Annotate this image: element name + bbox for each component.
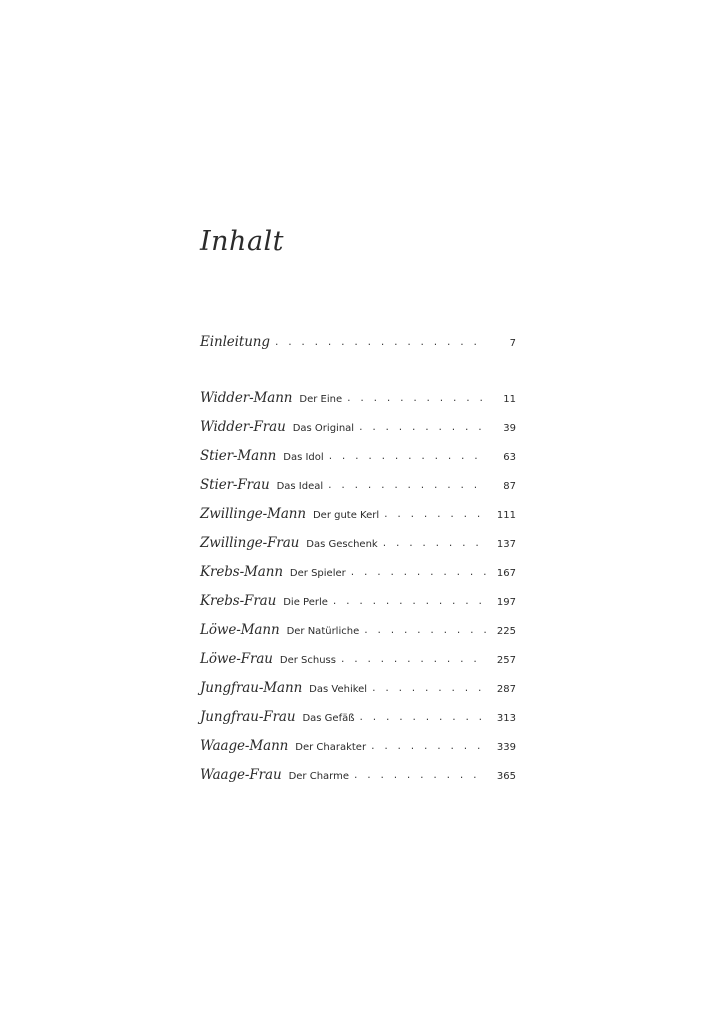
- leader-dots: [340, 655, 486, 665]
- toc-entry[interactable]: [200, 564, 516, 584]
- toc-entry-name: Löwe-Frau: [200, 651, 273, 667]
- toc-page-number: 7: [509, 338, 516, 349]
- toc-page-number: 11: [503, 394, 516, 405]
- toc-entry[interactable]: [200, 709, 516, 729]
- toc-entry[interactable]: [200, 419, 516, 439]
- leader-dots: [371, 684, 486, 694]
- toc-entry-name: Einleitung: [200, 334, 270, 350]
- toc-page-number: 167: [496, 568, 516, 579]
- toc-page-number: 137: [496, 539, 516, 550]
- toc-entry-subtitle: Das Idol: [283, 452, 324, 463]
- toc-page-number: 63: [503, 452, 516, 463]
- toc-entry[interactable]: [200, 535, 516, 555]
- leader-dots: [332, 597, 486, 607]
- leader-dots: [346, 394, 486, 404]
- leader-dots: [274, 338, 486, 348]
- toc-entry-name: Waage-Mann: [200, 738, 289, 754]
- toc-entry-name: Jungfrau-Frau: [200, 709, 296, 725]
- toc-entry-name: Krebs-Mann: [200, 564, 283, 580]
- toc-entry-name: Zwillinge-Mann: [200, 506, 306, 522]
- toc-entry-name: Widder-Frau: [200, 419, 286, 435]
- leader-dots: [382, 539, 486, 549]
- toc-entry-subtitle: Das Vehikel: [309, 684, 368, 695]
- toc-entry[interactable]: [200, 506, 516, 526]
- toc-entry-subtitle: Der Schuss: [279, 655, 336, 666]
- toc-page: [200, 0, 516, 1030]
- toc-page-number: 197: [496, 597, 516, 608]
- toc-entry-subtitle: Der gute Kerl: [312, 510, 380, 521]
- toc-entry[interactable]: [200, 738, 516, 758]
- toc-entry-name: Waage-Frau: [200, 767, 282, 783]
- toc-entry-subtitle: Das Geschenk: [306, 539, 378, 550]
- toc-entry-subtitle: Der Charme: [288, 771, 349, 782]
- toc-entry[interactable]: [200, 680, 516, 700]
- toc-page-number: 313: [496, 713, 516, 724]
- toc-entry-subtitle: Der Charakter: [295, 742, 367, 753]
- toc-page-number: 257: [496, 655, 516, 666]
- toc-entry-name: Zwillinge-Frau: [200, 535, 300, 551]
- toc-entry[interactable]: [200, 448, 516, 468]
- leader-dots: [363, 626, 486, 636]
- toc-entry-name: Stier-Frau: [200, 477, 270, 493]
- toc-page-number: 365: [496, 771, 516, 782]
- toc-entry[interactable]: [200, 477, 516, 497]
- toc-entry-subtitle: Das Gefäß: [302, 713, 355, 724]
- toc-entry-subtitle: Das Ideal: [276, 481, 324, 492]
- toc-entry-name: Jungfrau-Mann: [200, 680, 303, 696]
- toc-page-number: 287: [496, 684, 516, 695]
- leader-dots: [350, 568, 486, 578]
- leader-dots: [327, 481, 486, 491]
- leader-dots: [358, 423, 486, 433]
- toc-entry-subtitle: Das Original: [292, 423, 355, 434]
- leader-dots: [328, 452, 486, 462]
- toc-page-number: 87: [503, 481, 516, 492]
- toc-entry-intro[interactable]: [200, 334, 516, 354]
- toc-entry[interactable]: [200, 593, 516, 613]
- toc-entry-name: Löwe-Mann: [200, 622, 280, 638]
- leader-dots: [370, 742, 486, 752]
- page-title: Inhalt: [200, 226, 285, 257]
- toc-entry-subtitle: Der Spieler: [289, 568, 346, 579]
- toc-page-number: 111: [496, 510, 516, 521]
- leader-dots: [383, 510, 486, 520]
- toc-entry-subtitle: Der Eine: [299, 394, 343, 405]
- toc-entry[interactable]: [200, 622, 516, 642]
- leader-dots: [353, 771, 486, 781]
- toc-entry[interactable]: [200, 767, 516, 787]
- leader-dots: [359, 713, 486, 723]
- toc-entry[interactable]: [200, 651, 516, 671]
- toc-entry-name: Stier-Mann: [200, 448, 277, 464]
- toc-page-number: 225: [496, 626, 516, 637]
- toc-page-number: 39: [503, 423, 516, 434]
- toc-entry-subtitle: Die Perle: [283, 597, 328, 608]
- toc-entry-name: Krebs-Frau: [200, 593, 277, 609]
- toc-entry-name: Widder-Mann: [200, 390, 293, 406]
- toc-page-number: 339: [496, 742, 516, 753]
- toc-entry[interactable]: [200, 390, 516, 410]
- toc-entry-subtitle: Der Natürliche: [286, 626, 360, 637]
